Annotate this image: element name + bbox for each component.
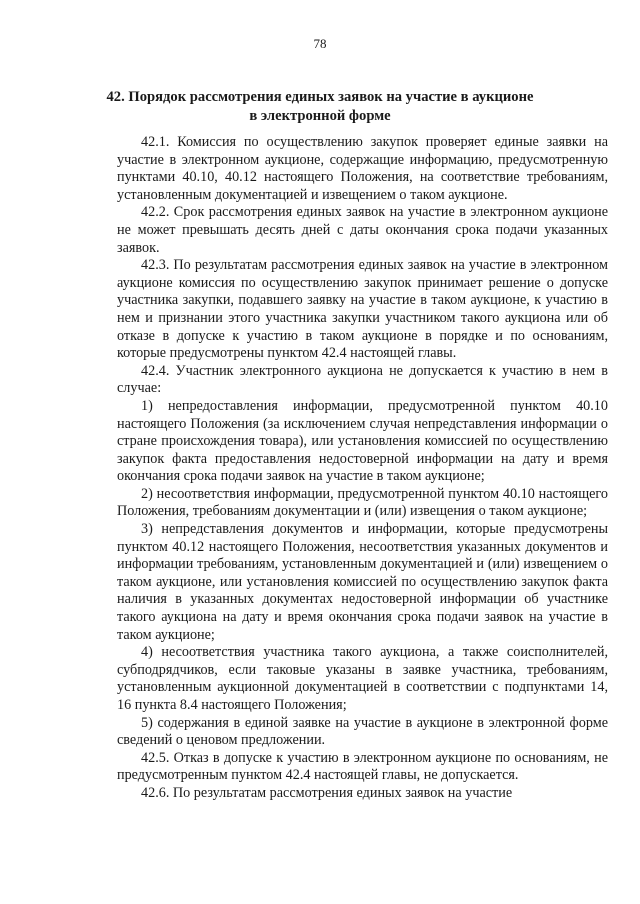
- paragraph-42-1: 42.1. Комиссия по осуществлению закупок проверяет единые заявки на участие в электронном аукционе, содержащие информацию, предусмотренную пунктами 40.10, 40.12 настоящего Положения, на соответствие требованиям, установленным документацией и извещением о таком аукционе.: [117, 134, 608, 203]
- list-item-3: 3) непредставления документов и информации, которые предусмотрены пунктом 40.12 настоящего Положения, несоответствия указанных документов и информации требованиям, установленным документацией и (или) извещением о таком аукционе, или установления комиссией по осуществлению закупок факта наличия в указанных документах недостоверной информации об участнике такого аукциона на дату и время окончания срока подачи заявок на участие в таком аукционе;: [117, 521, 608, 643]
- section-heading-line-2: в электронной форме: [249, 108, 391, 124]
- paragraph-42-5: 42.5. Отказ в допуске к участию в электронном аукционе по основаниям, не предусмотренным пунктом 42.4 настоящей главы, не допускается.: [117, 749, 608, 784]
- list-item-4: 4) несоответствия участника такого аукциона, а также соисполнителей, субподрядчиков, если таковые указаны в заявке участника, требованиям, установленным аукционной документацией в соответствии с подпунктами 14, 16 пункта 8.4 настоящего Положения;: [117, 644, 608, 713]
- paragraph-42-4: 42.4. Участник электронного аукциона не допускается к участию в нем в случае:: [117, 362, 608, 397]
- section-heading: [60, 88, 580, 126]
- list-item-1: 1) непредоставления информации, предусмотренной пунктом 40.10 настоящего Положения (за исключением случая непредставления информации о стране происхождения товара), или установления комиссией по осуществлению закупок факта предоставления недостоверной информации на дату и время окончания срока подачи заявок на участие в таком аукционе;: [117, 397, 608, 485]
- paragraph-42-3: 42.3. По результатам рассмотрения единых заявок на участие в электронном аукционе комиссия по осуществлению закупок принимает решение о допуске участника закупки, подавшего заявку на участие в таком аукционе, к участию в нем и признании этого участника закупки участником такого аукциона или об отказе в допуске к участию в таком аукционе в порядке и по основаниям, которые предусмотрены пунктом 42.4 настоящей главы.: [117, 257, 608, 362]
- list-item-2: 2) несоответствия информации, предусмотренной пунктом 40.10 настоящего Положения, требованиям документации и (или) извещения о таком аукционе;: [117, 485, 608, 520]
- paragraph-42-6: 42.6. По результатам рассмотрения единых заявок на участие: [141, 784, 513, 801]
- list-item-5: 5) содержания в единой заявке на участие в аукционе в электронной форме сведений о ценовом предложении.: [117, 714, 608, 749]
- section-heading-line-1: 42. Порядок рассмотрения единых заявок на участие в аукционе: [106, 89, 534, 105]
- page-number: 78: [313, 36, 327, 51]
- document-body: [117, 134, 608, 803]
- paragraph-42-2: 42.2. Срок рассмотрения единых заявок на участие в электронном аукционе не может превышать десять дней с даты окончания срока подачи указанных заявок.: [117, 204, 608, 256]
